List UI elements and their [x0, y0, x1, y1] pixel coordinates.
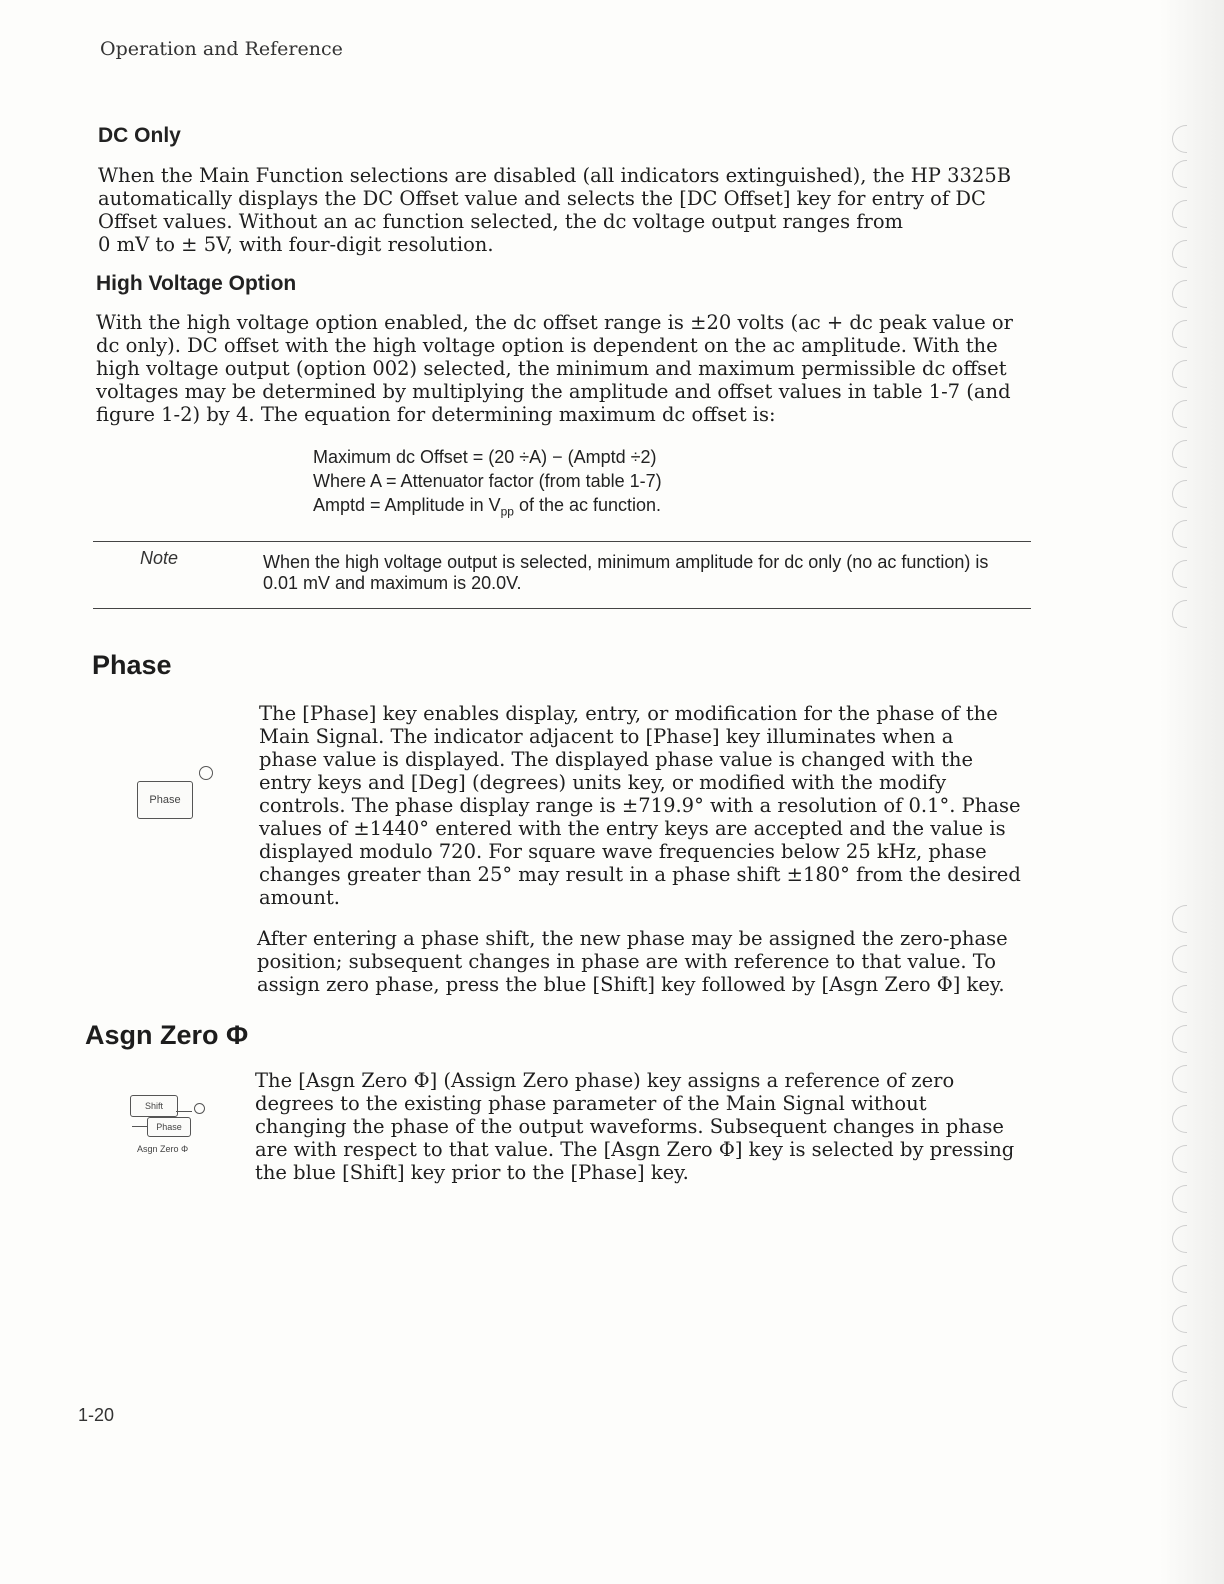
amptd-suffix: of the ac function.	[513, 495, 662, 515]
text-line: dc only). DC offset with the high voltage option is dependent on the ac amplitude. With the	[96, 334, 998, 357]
section-heading-dc-only: DC Only	[98, 124, 181, 147]
asgn-zero-paragraph	[255, 1069, 1014, 1184]
text-line: entry keys and [Deg] (degrees) units key, or modified with the modify	[259, 771, 947, 794]
text-line: The [Asgn Zero Φ] (Assign Zero phase) key assigns a reference of zero	[255, 1069, 955, 1092]
text-line: figure 1-2) by 4. The equation for determining maximum dc offset is:	[96, 403, 776, 426]
asgn-zero-caption: Asgn Zero Φ	[137, 1144, 189, 1154]
key-connector	[132, 1126, 147, 1127]
phase-key-small-icon: Phase	[147, 1117, 191, 1137]
text-line: the blue [Shift] key prior to the [Phase] key.	[255, 1161, 689, 1184]
phase-indicator-icon	[199, 766, 213, 780]
note-text: When the high voltage output is selected, minimum amplitude for dc only (no ac function) is 0.01 mV and maximum is 20.0V.	[263, 552, 989, 593]
text-line: When the Main Function selections are disabled (all indicators extinguished), the HP 3325B	[98, 164, 1012, 187]
note-top-rule	[93, 541, 1031, 542]
section-heading-phase: Phase	[92, 650, 172, 680]
text-line: assign zero phase, press the blue [Shift] key followed by [Asgn Zero Φ] key.	[257, 973, 1005, 996]
running-head: Operation and Reference	[100, 38, 343, 60]
text-line: are with respect to that value. The [Asgn Zero Φ] key is selected by pressing	[255, 1138, 1015, 1161]
text-line: Main Signal. The indicator adjacent to [Phase] key illuminates when a	[259, 725, 954, 748]
equation-block	[313, 445, 662, 524]
phase-key-icon: Phase	[137, 781, 193, 819]
text-line: displayed modulo 720. For square wave frequencies below 25 kHz, phase	[259, 840, 987, 863]
key-connector	[176, 1111, 192, 1112]
shift-key-icon: Shift	[130, 1095, 178, 1117]
text-line: After entering a phase shift, the new phase may be assigned the zero-phase	[257, 927, 1008, 950]
text-line: high voltage output (option 002) selected, the minimum and maximum permissible dc offset	[96, 357, 1007, 380]
text-line: values of ±1440° entered with the entry keys are accepted and the value is	[259, 817, 1006, 840]
text-line: amount.	[259, 886, 341, 909]
section-heading-asgn-zero: Asgn Zero Φ	[85, 1020, 249, 1050]
phase-paragraph-1	[259, 702, 1021, 909]
note-bottom-rule	[93, 608, 1031, 609]
text-line: voltages may be determined by multiplying the amplitude and offset values in table 1-7 (and	[96, 380, 1011, 403]
dc-only-paragraph	[98, 164, 1011, 256]
vpp-subscript: pp	[500, 504, 514, 519]
text-line: changes greater than 25° may result in a phase shift ±180° from the desired	[259, 863, 1021, 886]
equation-where-line: Where A = Attenuator factor (from table 1-7)	[313, 471, 662, 491]
high-voltage-paragraph	[96, 311, 1013, 426]
note-label: Note	[140, 548, 179, 568]
section-heading-high-voltage: High Voltage Option	[96, 272, 297, 295]
text-line: automatically displays the DC Offset value and selects the [DC Offset] key for entry of DC	[98, 187, 986, 210]
shift-indicator-icon	[194, 1103, 205, 1114]
text-line: changing the phase of the output waveforms. Subsequent changes in phase	[255, 1115, 1004, 1138]
text-line: Offset values. Without an ac function selected, the dc voltage output ranges from	[98, 210, 904, 233]
text-line: The [Phase] key enables display, entry, or modification for the phase of the	[259, 702, 998, 725]
equation-line: Maximum dc Offset = (20 ÷A) − (Amptd ÷2)	[313, 447, 657, 467]
equation-amptd-line	[313, 493, 662, 524]
amptd-text: Amptd = Amplitude in V	[313, 495, 501, 515]
text-line: position; subsequent changes in phase are with reference to that value. To	[257, 950, 997, 973]
text-line: degrees to the existing phase parameter of the Main Signal without	[255, 1092, 927, 1115]
page-number: 1-20	[78, 1405, 115, 1425]
binder-edge	[1160, 0, 1224, 1584]
text-line: controls. The phase display range is ±719.9° with a resolution of 0.1°. Phase	[259, 794, 1021, 817]
phase-paragraph-2	[257, 927, 1008, 996]
text-line: phase value is displayed. The displayed phase value is changed with the	[259, 748, 974, 771]
text-line: 0 mV to ± 5V, with four-digit resolution.	[98, 233, 494, 256]
text-line: With the high voltage option enabled, the dc offset range is ±20 volts (ac + dc peak value or	[96, 311, 1013, 334]
